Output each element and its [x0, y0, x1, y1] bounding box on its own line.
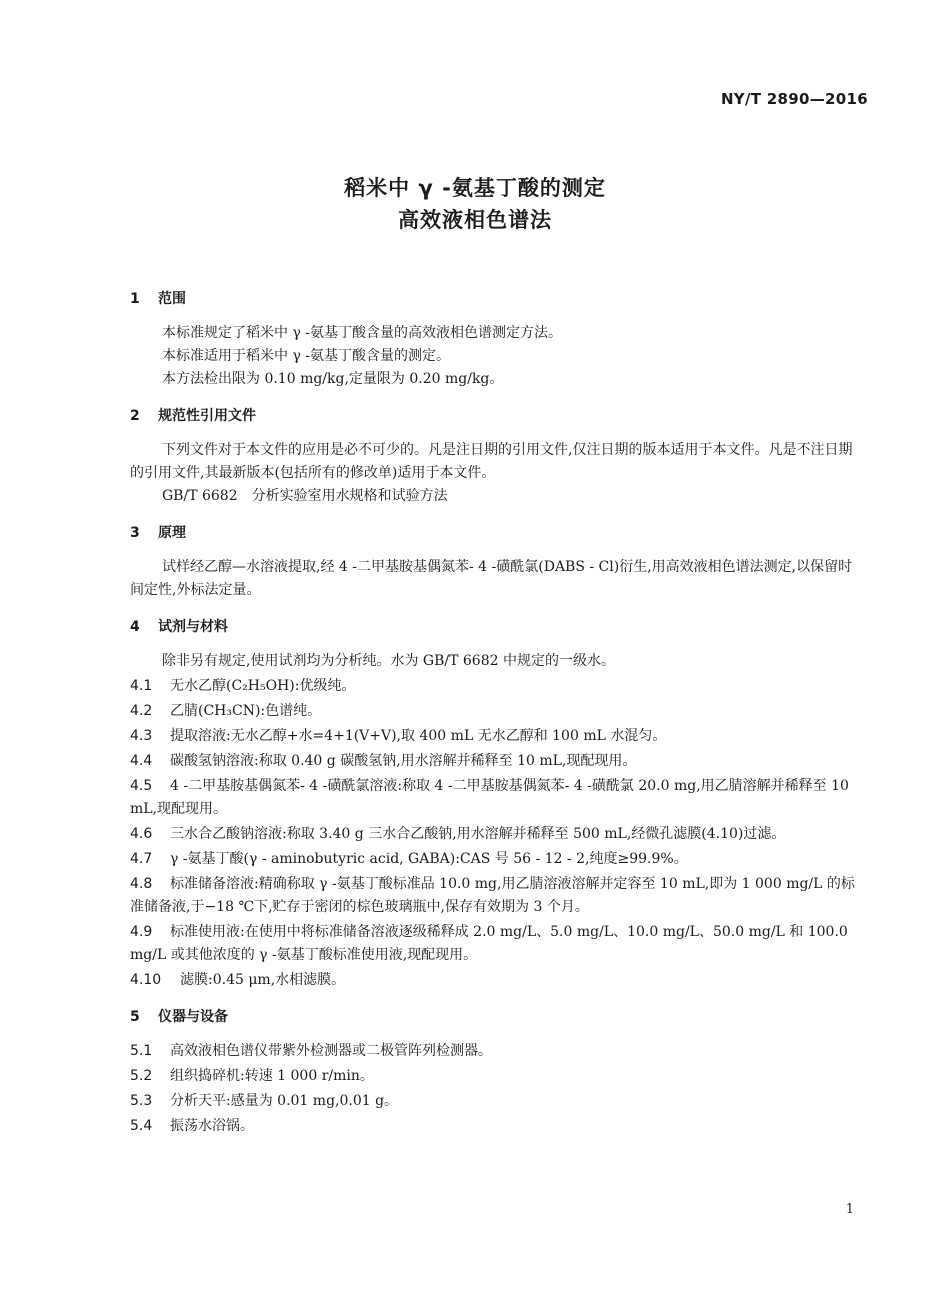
item-text: 标准使用液:在使用中将标准储备溶液逐级稀释成 2.0 mg/L、5.0 mg/L、10.0 mg/L、50.0 mg/L 和 100.0 mg/L 或其他浓度的 γ -氨基丁酸标准使用液,现配现用。 [130, 924, 848, 963]
item-number: 5.2 [130, 1068, 153, 1084]
item-number: 4.2 [130, 703, 153, 719]
standard-number: NY/T 2890—2016 [720, 90, 868, 108]
item-text: 振荡水浴锅。 [170, 1118, 254, 1134]
paragraph: 本方法检出限为 0.10 mg/kg,定量限为 0.20 mg/kg。 [162, 371, 504, 387]
item-text: 标准储备溶液:精确称取 γ -氨基丁酸标准品 10.0 mg,用乙腈溶液溶解并定容至 10 mL,即为 1 000 mg/L 的标准储备液,于−18 ℃下,贮存于密闭的棕色玻璃瓶中,保存有效期为 3 个月。 [130, 876, 855, 915]
section-number: 2 [130, 408, 140, 424]
list-item [130, 773, 865, 821]
item-text: 4 -二甲基胺基偶氮苯- 4 -磺酰氯溶液:称取 4 -二甲基胺基偶氮苯- 4 -磺酰氯 20.0 mg,用乙腈溶解并稀释至 10 mL,现配现用。 [130, 778, 849, 817]
list-item [130, 821, 865, 846]
item-number: 4.9 [130, 924, 153, 940]
item-number: 4.7 [130, 851, 153, 867]
reference-entry: GB/T 6682 分析实验室用水规格和试验方法 [162, 488, 448, 504]
list-item [130, 846, 865, 871]
paragraph: 下列文件对于本文件的应用是必不可少的。凡是注日期的引用文件,仅注日期的版本适用于本文件。凡是不注日期的引用文件,其最新版本(包括所有的修改单)适用于本文件。 [130, 442, 853, 481]
list-item [130, 967, 865, 992]
section-title: 仪器与设备 [158, 1009, 228, 1025]
item-text: 高效液相色谱仪带紫外检测器或二极管阵列检测器。 [170, 1043, 492, 1059]
section-heading-4 [130, 616, 865, 636]
section-number: 1 [130, 291, 140, 307]
item-text: γ -氨基丁酸(γ - aminobutyric acid, GABA):CAS 号 56 - 12 - 2,纯度≥99.9%。 [170, 851, 688, 867]
section-title: 范围 [158, 291, 186, 307]
section-heading-3 [130, 522, 865, 542]
list-item [130, 698, 865, 723]
item-text: 组织捣碎机:转速 1 000 r/min。 [170, 1068, 374, 1084]
list-item [130, 1113, 865, 1138]
page-number: 1 [845, 1202, 854, 1217]
item-number: 5.4 [130, 1118, 153, 1134]
section-heading-5 [130, 1006, 865, 1026]
list-item [130, 1038, 865, 1063]
section-number: 4 [130, 619, 140, 635]
section-number: 3 [130, 525, 140, 541]
title-line-2: 高效液相色谱法 [398, 208, 552, 232]
section-heading-2 [130, 405, 865, 425]
item-number: 5.1 [130, 1043, 153, 1059]
section-title: 原理 [158, 525, 186, 541]
section-number: 5 [130, 1009, 140, 1025]
document-body [130, 288, 865, 1138]
list-item [130, 748, 865, 773]
list-item [130, 1088, 865, 1113]
item-number: 4.10 [130, 972, 162, 988]
section-title: 试剂与材料 [158, 619, 228, 635]
list-item [130, 723, 865, 748]
paragraph: 除非另有规定,使用试剂均为分析纯。水为 GB/T 6682 中规定的一级水。 [162, 653, 615, 669]
section-heading-1 [130, 288, 865, 308]
item-text: 三水合乙酸钠溶液:称取 3.40 g 三水合乙酸钠,用水溶解并稀释至 500 mL,经微孔滤膜(4.10)过滤。 [170, 826, 786, 842]
paragraph: 试样经乙醇—水溶液提取,经 4 -二甲基胺基偶氮苯- 4 -磺酰氯(DABS - Cl)衍生,用高效液相色谱法测定,以保留时间定性,外标法定量。 [130, 559, 853, 598]
item-number: 4.4 [130, 753, 153, 769]
paragraph: 本标准规定了稻米中 γ -氨基丁酸含量的高效液相色谱测定方法。 [162, 325, 562, 341]
item-number: 4.8 [130, 876, 153, 892]
item-number: 4.3 [130, 728, 153, 744]
item-text: 提取溶液:无水乙醇+水=4+1(V+V),取 400 mL 无水乙醇和 100 mL 水混匀。 [170, 728, 667, 744]
item-text: 无水乙醇(C₂H₅OH):优级纯。 [170, 678, 356, 694]
list-item [130, 673, 865, 698]
list-item [130, 919, 865, 967]
item-number: 4.1 [130, 678, 153, 694]
item-text: 乙腈(CH₃CN):色谱纯。 [170, 703, 322, 719]
title-line-1: 稻米中 γ -氨基丁酸的测定 [344, 176, 606, 200]
item-number: 5.3 [130, 1093, 153, 1109]
list-item [130, 871, 865, 919]
item-text: 碳酸氢钠溶液:称取 0.40 g 碳酸氢钠,用水溶解并稀释至 10 mL,现配现用。 [170, 753, 637, 769]
item-number: 4.5 [130, 778, 153, 794]
list-item [130, 1063, 865, 1088]
item-number: 4.6 [130, 826, 153, 842]
section-title: 规范性引用文件 [158, 408, 256, 424]
item-text: 滤膜:0.45 μm,水相滤膜。 [180, 972, 346, 988]
paragraph: 本标准适用于稻米中 γ -氨基丁酸含量的测定。 [162, 348, 450, 364]
item-text: 分析天平:感量为 0.01 mg,0.01 g。 [170, 1093, 399, 1109]
